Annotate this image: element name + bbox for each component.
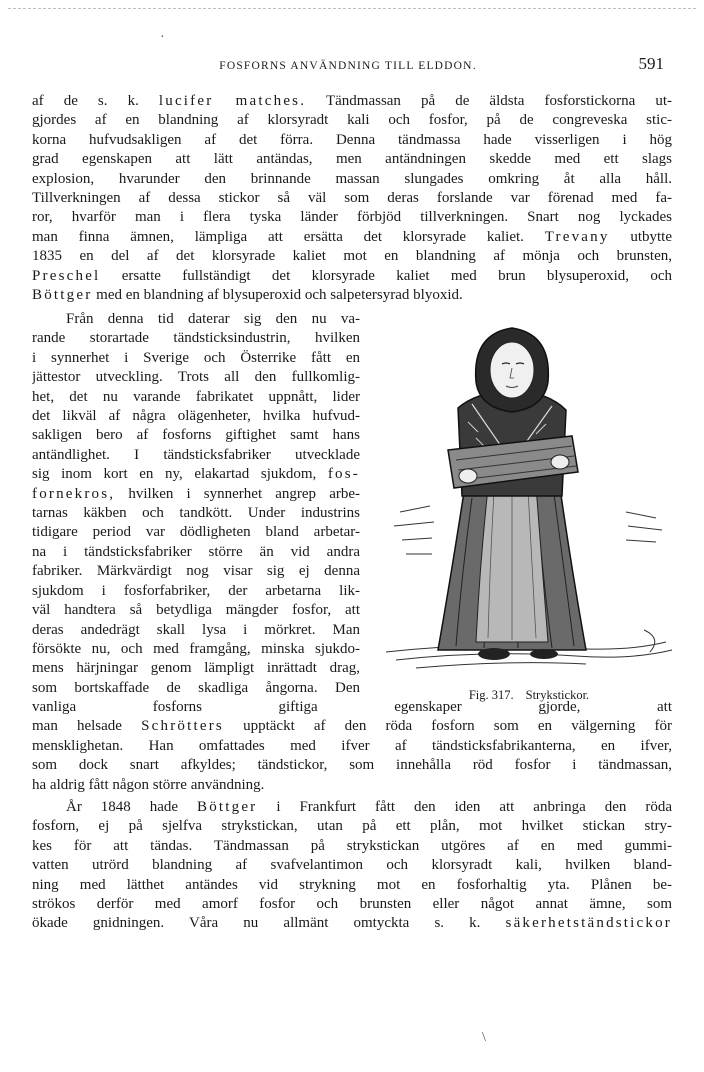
text-line: tidigare period var dödligheten bland arbetar- xyxy=(32,524,360,541)
text-line: grad egenskapen att lätt antändas, men antändningen skedde med ett slags xyxy=(32,151,672,168)
text-line: Preschel ersatte fullständigt det klorsyrade kaliet med brun blysuperoxid, och xyxy=(32,267,672,284)
text-line: Från denna tid daterar sig den nu va- xyxy=(66,311,360,327)
paragraph-match-industry xyxy=(32,310,360,698)
text-line: ökade gnidningen. Våra nu allmänt omtyckta s. k. säkerhetständstickor xyxy=(32,915,672,932)
spaced-emphasis: Böttger xyxy=(196,799,258,815)
text-line: i synnerhet i Sverige och Österrike fått en xyxy=(32,349,360,366)
figure-title: Strykstickor. xyxy=(525,688,590,702)
text-line: rande storartade tändsticksindustrin, hvilken xyxy=(32,330,360,347)
text-line: het, det nu varande fabrikatet uppnått, lider xyxy=(32,388,360,405)
text-line: mens härjningar genom lämpligt inrättadt drag, xyxy=(32,660,360,677)
text-line: som bortskaffade de skadliga ångorna. Den xyxy=(32,679,360,696)
text-line: Böttger med en blandning af blysuperoxid och salpetersyrad blyoxid. xyxy=(32,287,463,304)
running-head: FOSFORNS ANVÄNDNING TILL ELDDON. xyxy=(219,60,477,72)
spaced-emphasis: Preschel xyxy=(32,267,101,284)
text-line: som dock snart afkyldes; tändstickor, som innehålla röd fosfor i tändmassan, xyxy=(32,757,672,774)
text-line: kes för att tändas. Tändmassan på strykstickan utgöres af en med gummi- xyxy=(32,837,672,854)
text-line: ha aldrig fått någon större användning. xyxy=(32,776,265,793)
spaced-emphasis: säkerhetständstickor xyxy=(505,915,672,932)
text-line: fabriker. Märkvärdigt nog visar sig ej denna xyxy=(32,563,360,580)
text-line: antändlighet. I tändsticksfabriker utvecklade xyxy=(32,446,360,463)
text-line: det likväl af några olägenheter, hvilka hufvud- xyxy=(32,408,360,425)
text-line: gjordes af en blandning af klorsyradt kali och fosfor, på de congreveska stic- xyxy=(32,112,672,129)
paragraph-match-industry-continued xyxy=(32,698,672,795)
text-line: na i tändsticksfabriker större än vid andra xyxy=(32,543,360,560)
text-line: ning med lätthet antändes vid strykning mot en fosforhaltig yta. Plånen be- xyxy=(32,876,672,893)
text-line: tarnas käkben och tandkött. Under industrins xyxy=(32,505,360,522)
paragraph-safety-matches xyxy=(32,798,672,934)
text-line: strökos derför med amorf fosfor och brunsten eller något annat ämne, som xyxy=(32,896,672,913)
text-line: sig inom kort en ny, elakartad sjukdom, fos- xyxy=(32,466,360,483)
figure-label: Fig. 317. xyxy=(468,688,514,702)
stray-mark-top: · xyxy=(160,30,165,45)
match-seller-illustration xyxy=(376,312,682,682)
text-line: fosforn, ej på sjelfva strykstickan, utan på ett plån, mot hvilket stickan stry- xyxy=(32,818,672,835)
page-header xyxy=(32,54,664,76)
text-line: man finna ämnen, lämpliga att ersätta det klorsyrade kaliet. Trevany utbytte xyxy=(32,228,672,245)
spaced-emphasis: Böttger xyxy=(32,287,93,304)
scan-edge-rule xyxy=(8,8,696,9)
text-line: fornekros, hvilken i synnerhet angrep arbe- xyxy=(32,485,360,502)
text-line: 1835 en del af det klorsyrade kaliet mot en blandning af mönja och brunsten, xyxy=(32,248,672,265)
spaced-emphasis: lucifer matches. xyxy=(158,93,307,109)
text-line: Tillverkningen af dessa stickor så väl som deras forslande var förenad med fa- xyxy=(32,190,672,207)
spaced-emphasis: Trevany xyxy=(544,228,610,245)
figure-caption xyxy=(376,688,682,703)
stray-mark-bottom: \ xyxy=(482,1030,486,1045)
spaced-emphasis: Schrötters xyxy=(141,718,224,735)
text-line: jättestor utveckling. Trots all den fullkomlig- xyxy=(32,369,360,386)
text-line: man helsade Schrötters upptäckt af den röda fosforn som en välgerning för xyxy=(32,718,672,735)
text-line: korna hufvudsakligen af det förra. Denna tändmassa hade visserligen i hög xyxy=(32,131,672,148)
spaced-emphasis: fornekros, xyxy=(32,485,116,502)
text-line: ror, hvarför man i flera tyska länder förbjöd tillverkningen. Snart nog lyckades xyxy=(32,209,672,226)
text-line: af de s. k. lucifer matches. Tändmassan på de äldsta fosforstickorna ut- xyxy=(32,93,672,109)
text-line: väl handtera så betydliga mängder fosfor, att xyxy=(32,602,360,619)
paragraph-lucifer-matches xyxy=(32,92,672,305)
page-number: 591 xyxy=(638,54,664,73)
text-line: År 1848 hade Böttger i Frankfurt fått den iden att anbringa den röda xyxy=(66,799,672,815)
figure-317 xyxy=(376,312,682,708)
text-line: försökte nu, och med framgång, minska sjukdo- xyxy=(32,640,360,657)
text-line: vanliga fosforns giftiga egenskaper gjorde, att xyxy=(32,699,672,715)
text-line: sakligen bero af fosforns giftighet samt hans xyxy=(32,427,360,444)
text-line: explosion, hvarunder den brinnande massan slungades omkring åt alla håll. xyxy=(32,170,672,187)
text-line: mensklighetan. Han omfattades med ifver af tändsticksfabrikanterna, en ifver, xyxy=(32,737,672,754)
text-line: sjukdom i fosforfabriker, der arbetarna lik- xyxy=(32,582,360,599)
spaced-emphasis: fos- xyxy=(327,466,360,483)
text-line: deras andedrägt skall lysa i mörkret. Man xyxy=(32,621,360,638)
text-line: vatten utrörd blandning af svafvelantimon och klorsyradt kali, hvilken bland- xyxy=(32,857,672,874)
